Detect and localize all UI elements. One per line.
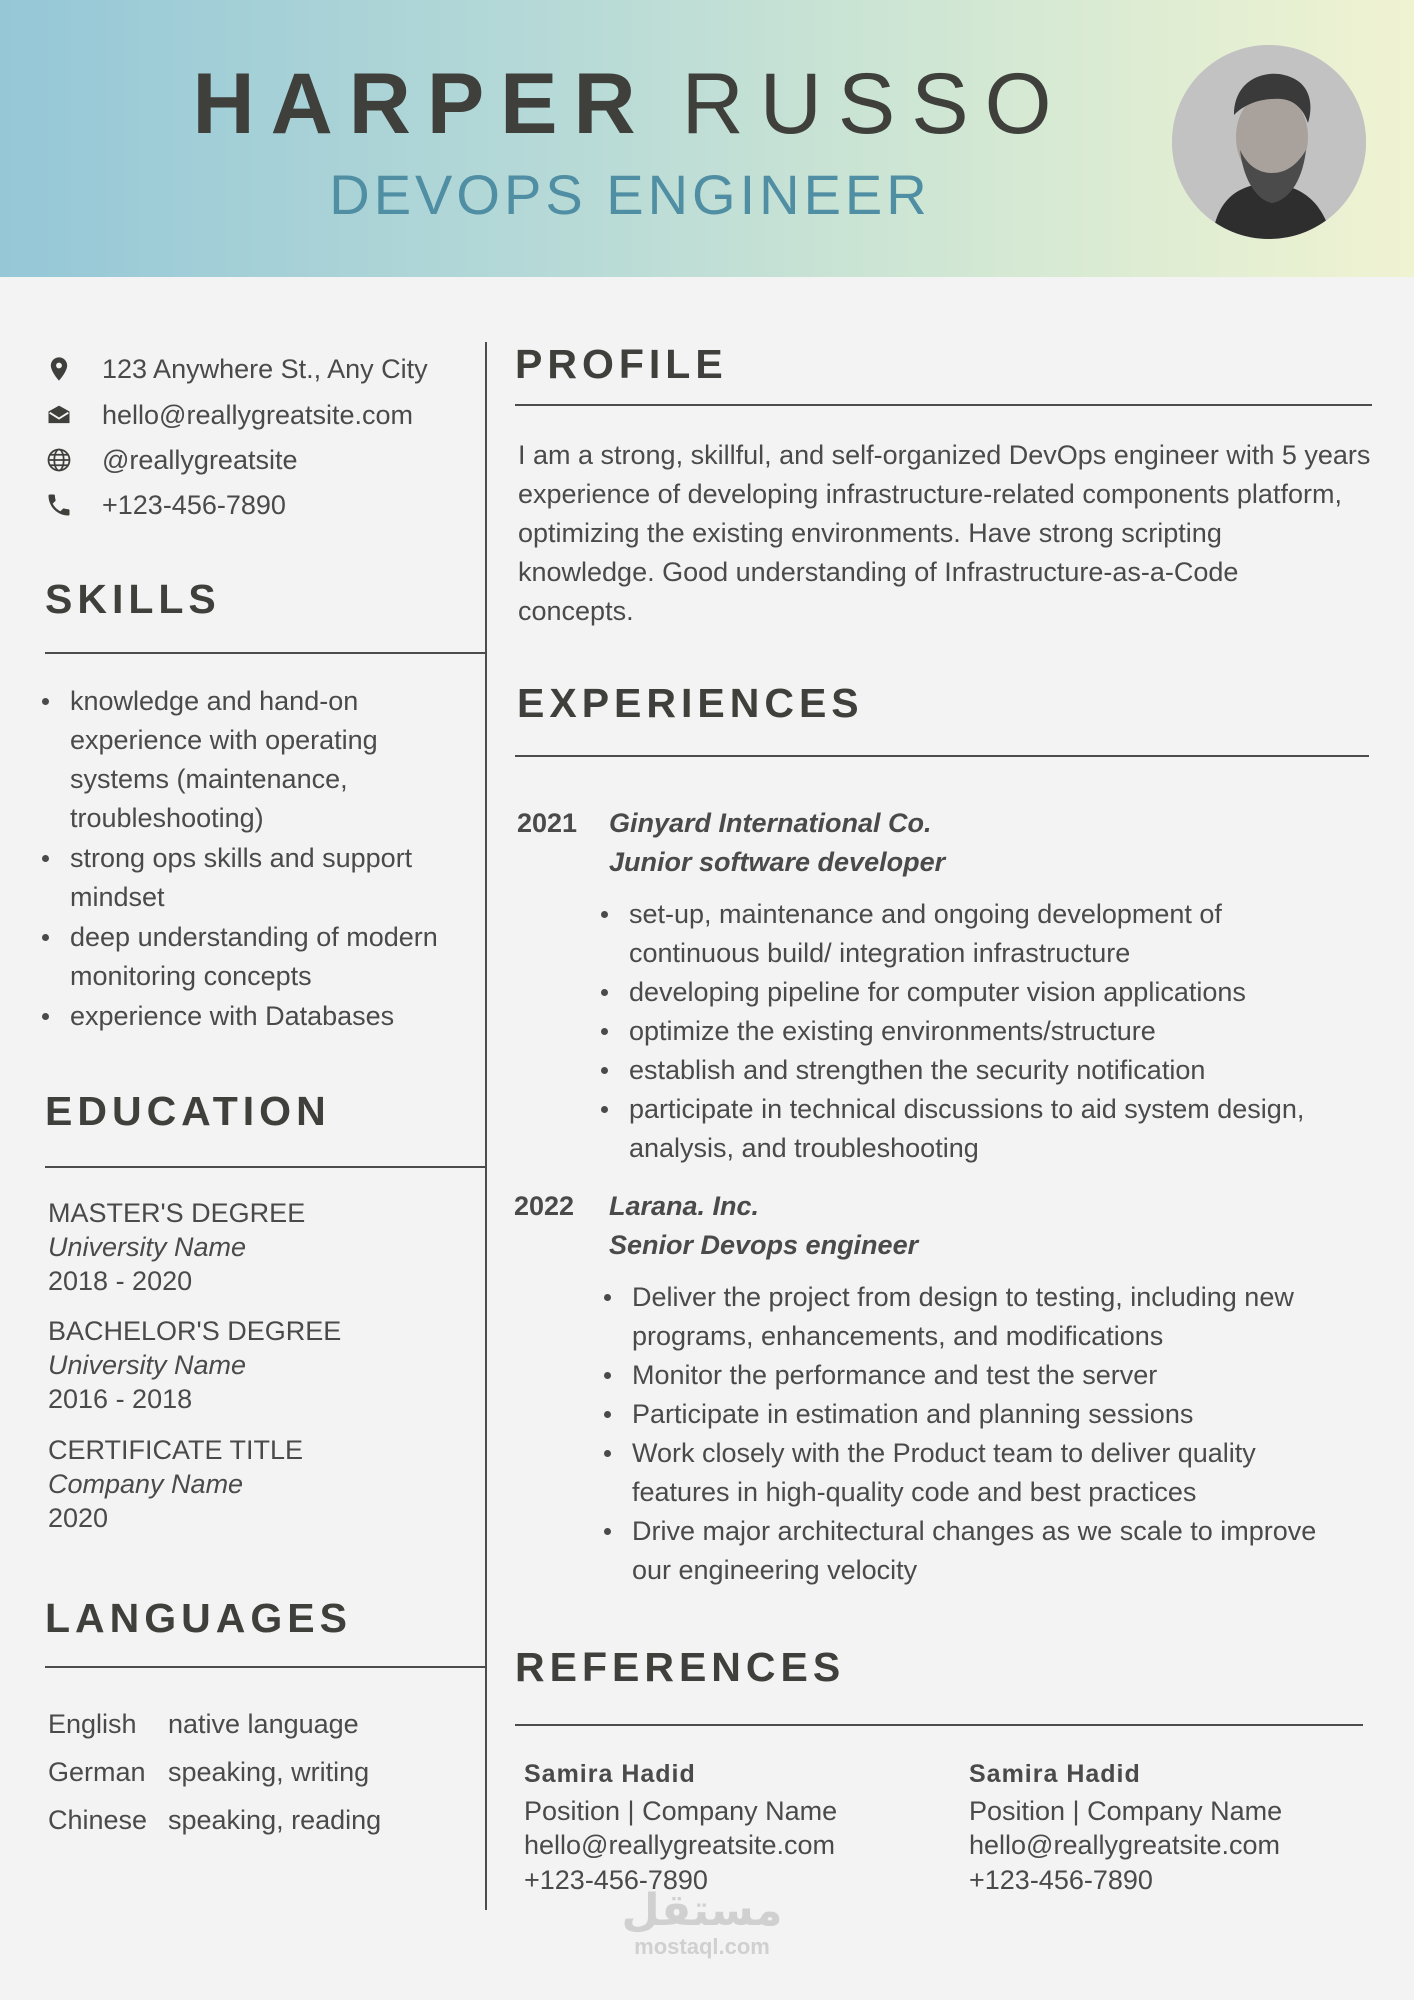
experience-bullet: [632, 1512, 1316, 1590]
watermark-arabic: مستقل: [621, 1886, 783, 1935]
profile-line: experience of developing infrastructure-related components platform,: [518, 479, 1342, 509]
column-divider: [485, 342, 487, 1910]
skill-line: experience with operating: [70, 725, 378, 755]
contact-email: [45, 395, 414, 435]
profile-line: I am a strong, skillful, and self-organized DevOps engineer with 5 years: [518, 440, 1371, 470]
reference-name: Samira Hadid: [524, 1760, 696, 1788]
skill-item: [70, 997, 394, 1036]
reference-phone: +123-456-7890: [969, 1865, 1153, 1895]
reference-phone: +123-456-7890: [524, 1865, 708, 1895]
education-heading: EDUCATION: [45, 1088, 331, 1134]
experience-company: Larana. Inc.: [609, 1191, 760, 1221]
profile-line: optimizing the existing environments. Have strong scripting: [518, 518, 1222, 548]
reference-name: Samira Hadid: [969, 1760, 1141, 1788]
job-title: DEVOPS ENGINEER: [329, 163, 931, 226]
watermark-latin: mostaql.com: [634, 1934, 770, 1959]
skill-line: mindset: [70, 882, 165, 912]
bullet-line: Drive major architectural changes as we scale to improve: [632, 1516, 1317, 1546]
experience-year: 2021: [517, 808, 578, 838]
phone-text: +123-456-7890: [102, 489, 286, 520]
globe-icon: [45, 446, 73, 474]
edu-degree: BACHELOR'S DEGREE: [48, 1316, 342, 1346]
skill-item: [70, 839, 412, 917]
bullet-line: continuous build/ integration infrastructure: [629, 938, 1131, 968]
bullet-line: set-up, maintenance and ongoing development of: [629, 899, 1222, 929]
experience-year: 2022: [514, 1191, 575, 1221]
experience-bullet: [629, 1090, 1304, 1168]
profile-heading: PROFILE: [515, 341, 728, 387]
contact-website: [45, 440, 298, 480]
skill-line: monitoring concepts: [70, 961, 312, 991]
edu-degree: MASTER'S DEGREE: [48, 1198, 306, 1228]
bullet-line: participate in technical discussions to aid system design,: [629, 1094, 1305, 1124]
profile-summary: [518, 436, 1378, 631]
skill-line: deep understanding of modern: [70, 922, 438, 952]
experience-bullet: [629, 973, 1246, 1012]
profile-rule: [515, 404, 1372, 406]
location-pin-icon: [45, 355, 73, 383]
experiences-heading: EXPERIENCES: [517, 680, 864, 726]
experience-bullet: [632, 1395, 1193, 1434]
edu-school: University Name: [48, 1232, 247, 1262]
profile-line: knowledge. Good understanding of Infrastructure-as-a-Code: [518, 557, 1239, 587]
bullet-line: analysis, and troubleshooting: [629, 1133, 979, 1163]
experience-role: Junior software developer: [609, 847, 946, 877]
edu-school: University Name: [48, 1350, 247, 1380]
envelope-icon: [45, 401, 73, 429]
website-text: @reallygreatsite: [102, 444, 298, 475]
language-name: English: [48, 1709, 137, 1739]
skill-item: [70, 682, 378, 838]
experience-bullet: [632, 1434, 1256, 1512]
experience-bullet: [629, 895, 1222, 973]
bullet-line: our engineering velocity: [632, 1555, 918, 1585]
bullet-line: programs, enhancements, and modifications: [632, 1321, 1164, 1351]
edu-years: 2018 - 2020: [48, 1266, 193, 1296]
experience-bullet: [632, 1278, 1294, 1356]
reference-email: hello@reallygreatsite.com: [524, 1830, 836, 1860]
contact-phone: [45, 485, 286, 525]
email-text: hello@reallygreatsite.com: [102, 399, 414, 430]
experience-company: Ginyard International Co.: [609, 808, 932, 838]
edu-years: 2016 - 2018: [48, 1384, 193, 1414]
skill-line: troubleshooting): [70, 803, 264, 833]
experience-bullet: [629, 1051, 1205, 1090]
reference-position: Position | Company Name: [524, 1796, 838, 1826]
bullet-line: Work closely with the Product team to deliver quality: [632, 1438, 1256, 1468]
experiences-rule: [515, 755, 1369, 757]
skills-heading: SKILLS: [45, 576, 221, 622]
last-name: RUSSO: [681, 56, 1068, 152]
phone-icon: [45, 491, 73, 519]
language-level: speaking, writing: [168, 1757, 370, 1787]
references-heading: REFERENCES: [515, 1644, 846, 1690]
skills-rule: [45, 652, 485, 654]
edu-degree: CERTIFICATE TITLE: [48, 1435, 304, 1465]
bullet-line: features in high-quality code and best practices: [632, 1477, 1197, 1507]
language-level: speaking, reading: [168, 1805, 382, 1835]
candidate-name: [0, 54, 1260, 154]
experience-bullet: [632, 1356, 1157, 1395]
bullet-line: Monitor the performance and test the server: [632, 1360, 1158, 1390]
edu-years: 2020: [48, 1503, 109, 1533]
reference-email: hello@reallygreatsite.com: [969, 1830, 1281, 1860]
bullet-line: Participate in estimation and planning sessions: [632, 1399, 1194, 1429]
first-name: HARPER: [192, 56, 652, 152]
watermark-logo: [612, 1888, 792, 1960]
references-rule: [515, 1724, 1363, 1726]
edu-school: Company Name: [48, 1469, 244, 1499]
address-text: 123 Anywhere St., Any City: [102, 353, 428, 384]
profile-photo: [1172, 45, 1366, 239]
education-rule: [45, 1166, 485, 1168]
contact-address: [45, 349, 428, 389]
experience-bullet: [629, 1012, 1156, 1051]
bullet-line: developing pipeline for computer vision applications: [629, 977, 1246, 1007]
languages-rule: [45, 1666, 485, 1668]
experience-role: Senior Devops engineer: [609, 1230, 919, 1260]
language-level: native language: [168, 1709, 359, 1739]
skill-line: knowledge and hand-on: [70, 686, 359, 716]
language-name: Chinese: [48, 1805, 148, 1835]
language-name: German: [48, 1757, 146, 1787]
bullet-line: optimize the existing environments/structure: [629, 1016, 1156, 1046]
languages-heading: LANGUAGES: [45, 1595, 352, 1641]
bullet-line: Deliver the project from design to testing, including new: [632, 1282, 1294, 1312]
skill-item: [70, 918, 438, 996]
skill-line: systems (maintenance,: [70, 764, 348, 794]
skill-line: strong ops skills and support: [70, 843, 413, 873]
bullet-line: establish and strengthen the security notification: [629, 1055, 1206, 1085]
portrait-image: [1172, 45, 1366, 239]
reference-position: Position | Company Name: [969, 1796, 1283, 1826]
skill-line: experience with Databases: [70, 1001, 395, 1031]
profile-line: concepts.: [518, 596, 634, 626]
